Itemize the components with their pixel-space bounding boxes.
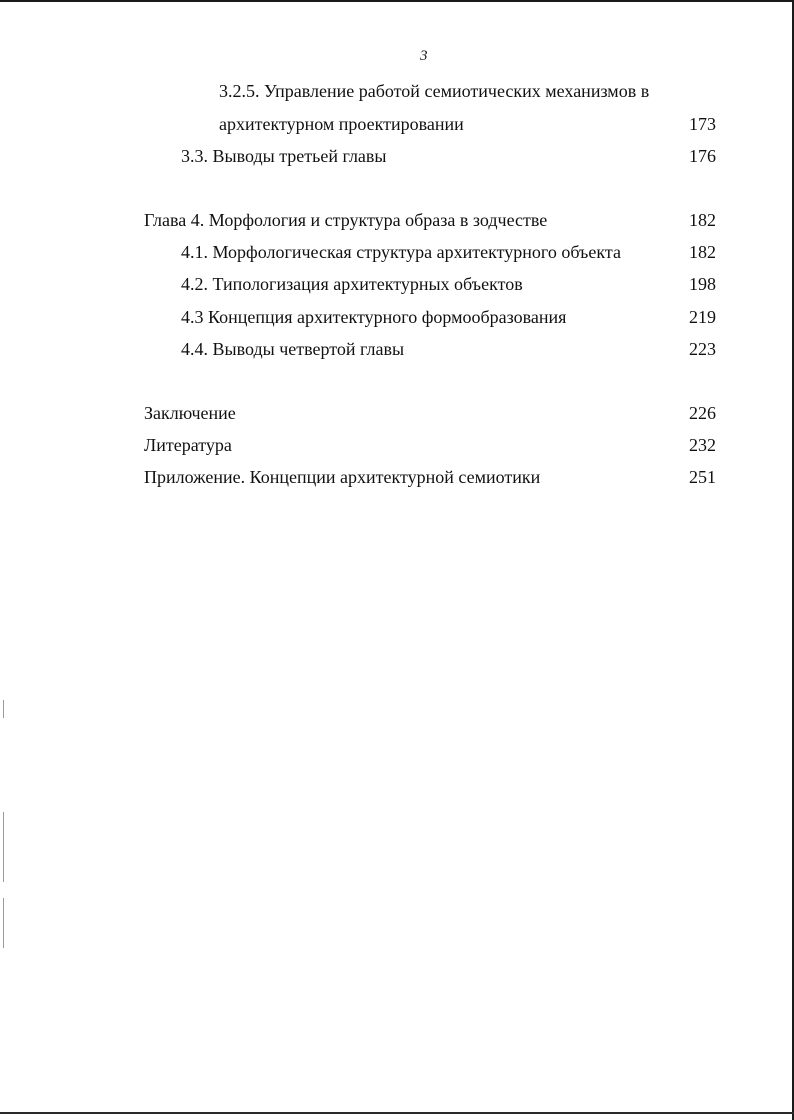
toc-entry-page: 198 bbox=[689, 274, 716, 294]
toc-entry-title: 4.3 Концепция архитектурного формообразования bbox=[181, 307, 567, 327]
toc-entry-title: 4.4. Выводы четвертой главы bbox=[181, 339, 405, 359]
toc-chapter-title: Глава 4. Морфология и структура образа в зодчестве bbox=[144, 210, 548, 230]
toc-entry-title: 3.3. Выводы третьей главы bbox=[181, 146, 387, 166]
toc-entry-page: 219 bbox=[689, 307, 716, 327]
toc-entry-title: 4.2. Типологизация архитектурных объектов bbox=[181, 274, 523, 294]
toc-chapter-title: Заключение bbox=[144, 403, 236, 423]
scan-mark-left bbox=[3, 812, 4, 882]
toc-entry-title: архитектурном проектировании bbox=[219, 114, 464, 134]
toc-entry-page: 173 bbox=[689, 114, 716, 134]
scan-mark-left bbox=[3, 700, 4, 718]
toc-entry-page: 251 bbox=[689, 467, 716, 487]
toc-entry-page: 226 bbox=[689, 403, 716, 423]
toc-chapter-title: Литература bbox=[144, 435, 232, 455]
page-number: 3 bbox=[420, 48, 428, 64]
scan-mark-left bbox=[3, 898, 4, 948]
toc-entry-title: 3.2.5. Управление работой семиотических механизмов в bbox=[219, 81, 650, 101]
toc-chapter-title: Приложение. Концепции архитектурной семиотики bbox=[144, 467, 541, 487]
scan-border-top bbox=[0, 0, 794, 2]
toc-entry-page: 232 bbox=[689, 435, 716, 455]
scan-border-bottom bbox=[0, 1112, 794, 1114]
toc-entry-page: 182 bbox=[689, 210, 716, 230]
toc-entry-page: 223 bbox=[689, 339, 716, 359]
toc-entry-page: 182 bbox=[689, 242, 716, 262]
toc-entry-page: 176 bbox=[689, 146, 716, 166]
toc-entry-title: 4.1. Морфологическая структура архитектурного объекта bbox=[181, 242, 621, 262]
